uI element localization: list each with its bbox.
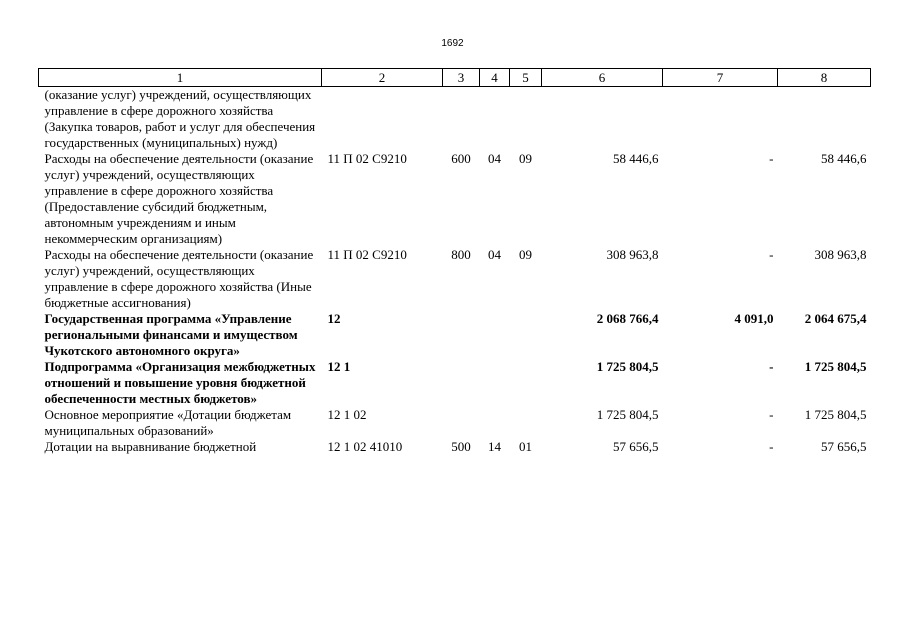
row-rz: 04 xyxy=(488,247,501,262)
row-sum-6: 58 446,6 xyxy=(613,151,659,166)
table-row xyxy=(39,359,871,407)
row-vr xyxy=(443,407,480,439)
row-sum-6: 1 725 804,5 xyxy=(596,359,659,374)
column-number-row xyxy=(39,69,871,87)
row-name: (оказание услуг) учреждений, осуществляющих управление в сфере дорожного хозяйства (Закупка товаров, работ и услуг для обеспечения государственных (муниципальных) нужд) xyxy=(44,87,316,150)
column-header: 1 xyxy=(39,69,322,87)
row-sum-7: - xyxy=(769,439,774,454)
row-sum-7: - xyxy=(769,407,774,422)
row-rz xyxy=(480,87,510,152)
row-pr xyxy=(510,407,542,439)
row-sum-8: 58 446,6 xyxy=(821,151,867,166)
column-header: 3 xyxy=(443,69,480,87)
row-pr: 01 xyxy=(519,439,532,454)
row-name: Расходы на обеспечение деятельности (оказание услуг) учреждений, осуществляющих управление в сфере дорожного хозяйства (Иные бюджетные ассигнования) xyxy=(44,247,314,310)
column-header: 6 xyxy=(542,69,663,87)
row-sum-8: 1 725 804,5 xyxy=(804,407,867,422)
row-sum-7 xyxy=(663,87,778,152)
row-sum-6: 308 963,8 xyxy=(606,247,659,262)
row-sum-6 xyxy=(542,87,663,152)
row-sum-7: - xyxy=(769,151,774,166)
row-code: 12 1 02 41010 xyxy=(327,439,403,454)
row-rz xyxy=(480,359,510,407)
row-sum-8: 308 963,8 xyxy=(814,247,867,262)
row-name: Дотации на выравнивание бюджетной xyxy=(44,439,257,454)
table-body xyxy=(39,87,871,456)
row-code: 11 П 02 С9210 xyxy=(327,151,407,166)
row-code: 12 xyxy=(327,311,341,326)
row-name: Подпрограмма «Организация межбюджетных отношений и повышение уровня бюджетной обеспеченности местных бюджетов» xyxy=(44,359,316,406)
row-sum-6: 2 068 766,4 xyxy=(596,311,659,326)
table-row xyxy=(39,407,871,439)
row-name: Расходы на обеспечение деятельности (оказание услуг) учреждений, осуществляющих управление в сфере дорожного хозяйства (Предоставление субсидий бюджетным, автономным учреждениям и иным некоммерческим организациям) xyxy=(44,151,314,246)
column-header: 4 xyxy=(480,69,510,87)
row-rz: 04 xyxy=(488,151,501,166)
table-row xyxy=(39,151,871,247)
row-vr xyxy=(443,359,480,407)
budget-table xyxy=(38,68,871,455)
row-name: Государственная программа «Управление региональными финансами и имуществом Чукотского автономного округа» xyxy=(44,311,298,358)
row-sum-6: 57 656,5 xyxy=(613,439,659,454)
row-sum-7: - xyxy=(769,247,774,262)
row-code: 11 П 02 С9210 xyxy=(327,247,407,262)
row-pr: 09 xyxy=(519,151,532,166)
row-vr xyxy=(443,311,480,359)
row-sum-8: 57 656,5 xyxy=(821,439,867,454)
row-vr: 800 xyxy=(451,247,471,262)
row-code xyxy=(322,87,443,152)
row-vr: 500 xyxy=(451,439,471,454)
row-code: 12 1 xyxy=(327,359,351,374)
column-header: 5 xyxy=(510,69,542,87)
column-header: 2 xyxy=(322,69,443,87)
table-row xyxy=(39,87,871,152)
row-name: Основное мероприятие «Дотации бюджетам муниципальных образований» xyxy=(44,407,292,438)
column-header: 7 xyxy=(663,69,778,87)
row-pr: 09 xyxy=(519,247,532,262)
row-rz xyxy=(480,407,510,439)
row-sum-6: 1 725 804,5 xyxy=(596,407,659,422)
row-sum-8: 1 725 804,5 xyxy=(804,359,867,374)
column-header: 8 xyxy=(778,69,871,87)
table-row xyxy=(39,311,871,359)
row-sum-8: 2 064 675,4 xyxy=(804,311,867,326)
row-code: 12 1 02 xyxy=(327,407,367,422)
row-rz xyxy=(480,311,510,359)
row-sum-8 xyxy=(778,87,871,152)
row-pr xyxy=(510,87,542,152)
row-vr: 600 xyxy=(451,151,471,166)
table-row xyxy=(39,439,871,455)
row-pr xyxy=(510,311,542,359)
row-vr xyxy=(443,87,480,152)
row-pr xyxy=(510,359,542,407)
table-row xyxy=(39,247,871,311)
page-number: 1692 xyxy=(441,38,464,49)
row-rz: 14 xyxy=(488,439,501,454)
row-sum-7: - xyxy=(769,359,774,374)
row-sum-7: 4 091,0 xyxy=(734,311,774,326)
